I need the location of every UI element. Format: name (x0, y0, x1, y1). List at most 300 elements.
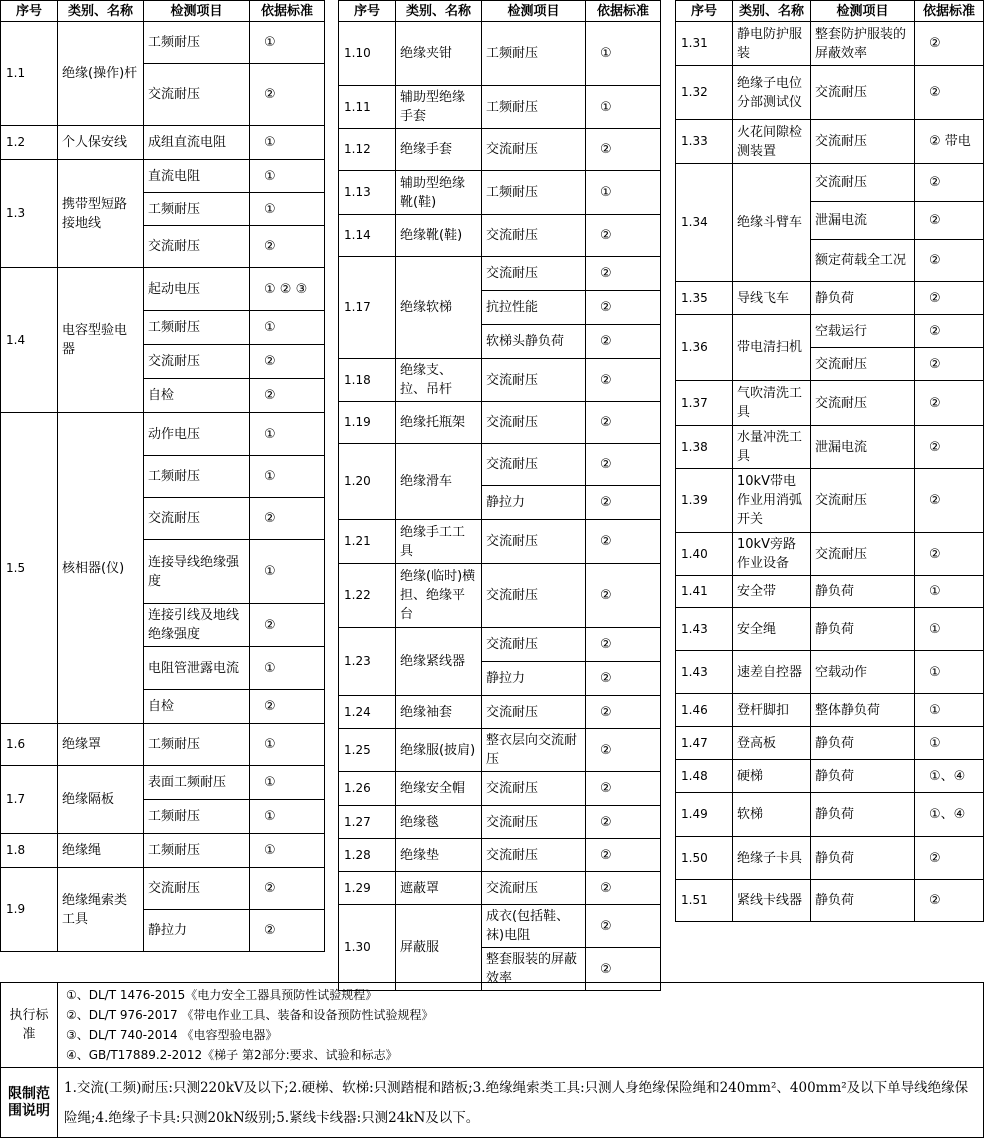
item-name: 绝缘绳 (58, 834, 144, 868)
standard-ref: ① (250, 647, 325, 690)
standard-ref: ② (586, 772, 661, 806)
item-name: 绝缘毯 (396, 806, 482, 839)
item-name: 屏蔽服 (396, 905, 482, 991)
test-item: 交流耐压 (482, 806, 586, 839)
test-item: 工频耐压 (144, 22, 250, 64)
item-name: 遮蔽罩 (396, 872, 482, 905)
item-seq: 1.19 (339, 402, 396, 444)
table-row (676, 793, 984, 837)
table-row (676, 533, 984, 576)
standard-ref: ① ② ③ (250, 268, 325, 311)
item-name: 绝缘隔板 (58, 766, 144, 834)
limits-row (1, 1068, 984, 1138)
header-row (676, 1, 984, 22)
standard-4: ④、GB/T17889.2-2012《梯子 第2部分:要求、试验和标志》 (66, 1048, 398, 1062)
item-header: 检测项目 (811, 1, 915, 22)
test-item: 交流耐压 (811, 348, 915, 381)
item-name: 绝缘手工工具 (396, 520, 482, 564)
item-name: 安全绳 (733, 608, 811, 651)
test-item: 整套服装的屏蔽效率 (482, 948, 586, 991)
standard-ref: ② (586, 729, 661, 772)
name-header: 类别、名称 (733, 1, 811, 22)
item-seq: 1.41 (676, 576, 733, 608)
item-name: 绝缘垫 (396, 839, 482, 872)
item-seq: 1.4 (1, 268, 58, 413)
standard-ref: ①、④ (915, 793, 984, 837)
standard-3: ③、DL/T 740-2014 《电容型验电器》 (66, 1028, 278, 1042)
table-row (339, 129, 661, 171)
item-name: 绝缘紧线器 (396, 628, 482, 696)
table-row (339, 696, 661, 729)
item-seq: 1.28 (339, 839, 396, 872)
item-name: 携带型短路接地线 (58, 160, 144, 268)
test-item: 静拉力 (482, 486, 586, 520)
test-item: 工频耐压 (482, 171, 586, 215)
standard-ref: ② (586, 839, 661, 872)
limits-label: 限制范围说明 (1, 1068, 58, 1138)
test-item: 自检 (144, 690, 250, 724)
item-name: 软梯 (733, 793, 811, 837)
standard-ref: ② (586, 520, 661, 564)
table-row (676, 760, 984, 793)
standard-ref: ② (586, 696, 661, 729)
item-seq: 1.7 (1, 766, 58, 834)
table-row (1, 268, 325, 311)
standard-ref: ① (250, 834, 325, 868)
standard-ref: ② (915, 426, 984, 469)
standard-ref: ② (250, 226, 325, 268)
item-seq: 1.1 (1, 22, 58, 126)
item-seq: 1.11 (339, 86, 396, 129)
item-name: 绝缘罩 (58, 724, 144, 766)
test-item: 工频耐压 (144, 800, 250, 834)
test-item: 交流耐压 (482, 564, 586, 628)
table-row (339, 520, 661, 564)
item-seq: 1.18 (339, 359, 396, 402)
standard-ref: ① (586, 22, 661, 86)
test-item: 泄漏电流 (811, 202, 915, 240)
item-seq: 1.48 (676, 760, 733, 793)
table-row (339, 772, 661, 806)
table-row (339, 22, 661, 86)
table-row (676, 66, 984, 120)
test-item: 静负荷 (811, 608, 915, 651)
item-seq: 1.40 (676, 533, 733, 576)
standard-ref: ② (586, 806, 661, 839)
item-seq: 1.36 (676, 315, 733, 381)
item-seq: 1.49 (676, 793, 733, 837)
seq-header: 序号 (676, 1, 733, 22)
table-row (676, 426, 984, 469)
item-name: 绝缘绳索类工具 (58, 868, 144, 952)
item-seq: 1.8 (1, 834, 58, 868)
test-item: 起动电压 (144, 268, 250, 311)
item-seq: 1.29 (339, 872, 396, 905)
standard-ref: ①、④ (915, 760, 984, 793)
test-item: 交流耐压 (482, 696, 586, 729)
standard-2: ②、DL/T 976-2017 《带电作业工具、装备和设备预防性试验规程》 (66, 1008, 434, 1022)
standard-ref: ② (915, 164, 984, 202)
test-item: 静负荷 (811, 760, 915, 793)
table-row (676, 651, 984, 694)
table-row (676, 837, 984, 880)
table-row (676, 880, 984, 922)
standards-label: 执行标准 (1, 983, 58, 1068)
standard-ref: ② (250, 910, 325, 952)
standard-ref: ② (586, 402, 661, 444)
standard-ref: ② (250, 345, 325, 379)
table-row (1, 724, 325, 766)
item-name: 导线飞车 (733, 282, 811, 315)
test-item: 工频耐压 (482, 22, 586, 86)
table-row (339, 171, 661, 215)
test-item: 静负荷 (811, 837, 915, 880)
test-item: 交流耐压 (811, 66, 915, 120)
item-seq: 1.23 (339, 628, 396, 696)
table-row (339, 729, 661, 772)
item-seq: 1.31 (676, 22, 733, 66)
table-row (339, 564, 661, 628)
test-item: 整体静负荷 (811, 694, 915, 727)
table-row (339, 806, 661, 839)
standard-ref: ① (586, 171, 661, 215)
test-item: 静负荷 (811, 576, 915, 608)
standard-ref: ② (586, 215, 661, 257)
test-item: 直流电阻 (144, 160, 250, 193)
item-seq: 1.46 (676, 694, 733, 727)
test-item: 交流耐压 (482, 402, 586, 444)
test-item: 交流耐压 (811, 120, 915, 164)
standards-list (58, 983, 984, 1068)
item-seq: 1.32 (676, 66, 733, 120)
standard-ref: ② (586, 905, 661, 948)
item-name: 绝缘(操作)杆 (58, 22, 144, 126)
test-item: 空载运行 (811, 315, 915, 348)
standard-ref: ② (915, 837, 984, 880)
item-seq: 1.5 (1, 413, 58, 724)
table-row (1, 766, 325, 800)
standard-ref: ② (586, 662, 661, 696)
table-column-2 (338, 0, 661, 991)
item-name: 绝缘袖套 (396, 696, 482, 729)
table-row (676, 608, 984, 651)
standard-ref: ① (250, 724, 325, 766)
test-item: 交流耐压 (482, 839, 586, 872)
item-header: 检测项目 (482, 1, 586, 22)
item-name: 绝缘安全帽 (396, 772, 482, 806)
standard-ref: ① (250, 311, 325, 345)
table-row (676, 282, 984, 315)
item-name: 核相器(仪) (58, 413, 144, 724)
test-item: 额定荷载全工况 (811, 240, 915, 282)
test-item: 工频耐压 (144, 193, 250, 226)
item-name: 辅助型绝缘手套 (396, 86, 482, 129)
item-name: 辅助型绝缘靴(鞋) (396, 171, 482, 215)
test-item: 软梯头静负荷 (482, 325, 586, 359)
standard-ref: ② (586, 486, 661, 520)
item-name: 硬梯 (733, 760, 811, 793)
item-seq: 1.51 (676, 880, 733, 922)
test-item: 交流耐压 (482, 872, 586, 905)
standard-ref: ① (250, 766, 325, 800)
item-seq: 1.47 (676, 727, 733, 760)
test-item: 交流耐压 (144, 345, 250, 379)
item-seq: 1.34 (676, 164, 733, 282)
table-row (676, 164, 984, 202)
item-seq: 1.6 (1, 724, 58, 766)
table-row (339, 359, 661, 402)
test-item: 电阻管泄露电流 (144, 647, 250, 690)
test-item: 工频耐压 (144, 311, 250, 345)
item-seq: 1.10 (339, 22, 396, 86)
item-seq: 1.35 (676, 282, 733, 315)
table-row (339, 402, 661, 444)
standard-ref: ① (915, 694, 984, 727)
standard-ref: ② (250, 690, 325, 724)
item-seq: 1.20 (339, 444, 396, 520)
test-item: 静负荷 (811, 282, 915, 315)
standard-ref: ② (586, 291, 661, 325)
item-name: 绝缘靴(鞋) (396, 215, 482, 257)
test-item: 空载动作 (811, 651, 915, 694)
item-seq: 1.38 (676, 426, 733, 469)
standard-ref: ② (915, 282, 984, 315)
test-item: 工频耐压 (144, 834, 250, 868)
table-row (339, 839, 661, 872)
standard-1: ①、DL/T 1476-2015《电力安全工器具预防性试验规程》 (66, 988, 378, 1002)
name-header: 类别、名称 (58, 1, 144, 22)
standards-row (1, 983, 984, 1068)
standard-ref: ② (586, 359, 661, 402)
item-name: 绝缘支、拉、吊杆 (396, 359, 482, 402)
test-item: 交流耐压 (482, 772, 586, 806)
table-row (676, 22, 984, 66)
table-row (339, 872, 661, 905)
item-name: 绝缘滑车 (396, 444, 482, 520)
table-column-3 (675, 0, 984, 922)
item-seq: 1.39 (676, 469, 733, 533)
item-seq: 1.50 (676, 837, 733, 880)
standard-ref: ② (250, 379, 325, 413)
test-item: 成衣(包括鞋、袜)电阻 (482, 905, 586, 948)
standard-header: 依据标准 (915, 1, 984, 22)
item-name: 绝缘软梯 (396, 257, 482, 359)
test-item: 工频耐压 (482, 86, 586, 129)
item-name: 带电清扫机 (733, 315, 811, 381)
test-item: 交流耐压 (144, 64, 250, 126)
seq-header: 序号 (1, 1, 58, 22)
standard-ref: ② (915, 66, 984, 120)
table-row (676, 469, 984, 533)
item-name: 个人保安线 (58, 126, 144, 160)
standard-ref: ② (915, 880, 984, 922)
standard-ref: ① (586, 86, 661, 129)
test-item: 泄漏电流 (811, 426, 915, 469)
item-name: 静电防护服装 (733, 22, 811, 66)
item-seq: 1.30 (339, 905, 396, 991)
standard-ref: ② (915, 469, 984, 533)
item-seq: 1.21 (339, 520, 396, 564)
table-column-1 (0, 0, 325, 952)
test-item: 交流耐压 (482, 520, 586, 564)
item-seq: 1.3 (1, 160, 58, 268)
table-row (676, 694, 984, 727)
standard-ref: ② (250, 868, 325, 910)
test-item: 交流耐压 (482, 628, 586, 662)
item-name: 火花间隙检测装置 (733, 120, 811, 164)
standard-ref: ① (250, 126, 325, 160)
standard-ref: ② (586, 872, 661, 905)
item-seq: 1.27 (339, 806, 396, 839)
header-row (1, 1, 325, 22)
standard-ref: ② (586, 129, 661, 171)
standard-ref: ② (915, 315, 984, 348)
item-seq: 1.33 (676, 120, 733, 164)
standard-ref: ① (250, 540, 325, 604)
item-name: 安全带 (733, 576, 811, 608)
table-row (676, 315, 984, 348)
standard-ref: ① (915, 727, 984, 760)
test-item: 交流耐压 (811, 533, 915, 576)
test-item: 交流耐压 (482, 129, 586, 171)
item-seq: 1.13 (339, 171, 396, 215)
test-item: 静负荷 (811, 793, 915, 837)
item-seq: 1.25 (339, 729, 396, 772)
standard-ref: ② (250, 498, 325, 540)
item-name: 绝缘子卡具 (733, 837, 811, 880)
table-row (1, 160, 325, 193)
item-seq: 1.37 (676, 381, 733, 426)
table-row (676, 576, 984, 608)
table-row (339, 905, 661, 948)
standard-ref: ② (586, 564, 661, 628)
table-row (676, 381, 984, 426)
test-item: 静负荷 (811, 727, 915, 760)
standard-ref: ① (915, 651, 984, 694)
standard-ref: ② (586, 948, 661, 991)
item-seq: 1.22 (339, 564, 396, 628)
standard-ref: ② (915, 533, 984, 576)
standard-ref: ② (586, 325, 661, 359)
test-item: 交流耐压 (482, 257, 586, 291)
item-name: 水量冲洗工具 (733, 426, 811, 469)
test-item: 静拉力 (144, 910, 250, 952)
table-row (676, 727, 984, 760)
test-item: 工频耐压 (144, 724, 250, 766)
standard-ref: ① (250, 22, 325, 64)
item-name: 10kV带电作业用消弧开关 (733, 469, 811, 533)
standard-ref: ② (586, 628, 661, 662)
table-row (676, 120, 984, 164)
limits-text: 1.交流(工频)耐压:只测220kV及以下;2.硬梯、软梯:只测踏棍和踏板;3.绝缘绳索类工具:只测人身绝缘保险绳和240mm²、400mm²及以下单导线绝缘保险绳;4.绝缘子卡具:只测20kN级别;5.紧线卡线器:只测24kN及以下。 (58, 1068, 984, 1138)
test-item: 连接导线绝缘强度 (144, 540, 250, 604)
standard-header: 依据标准 (250, 1, 325, 22)
standard-header: 依据标准 (586, 1, 661, 22)
standard-ref: ① (915, 576, 984, 608)
standard-ref: ② (250, 64, 325, 126)
item-header: 检测项目 (144, 1, 250, 22)
test-item: 交流耐压 (482, 359, 586, 402)
test-item: 整套防护服装的屏蔽效率 (811, 22, 915, 66)
item-seq: 1.12 (339, 129, 396, 171)
header-row (339, 1, 661, 22)
item-name: 紧线卡线器 (733, 880, 811, 922)
test-item: 静拉力 (482, 662, 586, 696)
standard-ref: ① (250, 413, 325, 456)
table-row (1, 22, 325, 64)
test-item: 交流耐压 (144, 498, 250, 540)
item-name: 10kV旁路作业设备 (733, 533, 811, 576)
test-item: 静负荷 (811, 880, 915, 922)
table-row (1, 413, 325, 456)
item-name: 登高板 (733, 727, 811, 760)
test-item: 交流耐压 (811, 164, 915, 202)
test-item: 连接引线及地线绝缘强度 (144, 604, 250, 647)
item-seq: 1.26 (339, 772, 396, 806)
item-name: 登杆脚扣 (733, 694, 811, 727)
test-item: 交流耐压 (811, 381, 915, 426)
standard-ref: ② 带电 (915, 120, 984, 164)
table-row (339, 628, 661, 662)
standard-ref: ① (250, 456, 325, 498)
seq-header: 序号 (339, 1, 396, 22)
test-item: 交流耐压 (482, 444, 586, 486)
test-item: 表面工频耐压 (144, 766, 250, 800)
name-header: 类别、名称 (396, 1, 482, 22)
standard-ref: ② (915, 22, 984, 66)
standard-ref: ② (915, 348, 984, 381)
item-seq: 1.43 (676, 608, 733, 651)
standard-ref: ① (250, 160, 325, 193)
item-name: 绝缘托瓶架 (396, 402, 482, 444)
test-item: 交流耐压 (811, 469, 915, 533)
standard-ref: ① (250, 193, 325, 226)
item-name: 绝缘服(披肩) (396, 729, 482, 772)
table-row (339, 86, 661, 129)
item-name: 速差自控器 (733, 651, 811, 694)
item-name: 绝缘(临时)横担、绝缘平台 (396, 564, 482, 628)
item-name: 气吹清洗工具 (733, 381, 811, 426)
standards-and-limits (0, 982, 984, 1138)
test-item: 工频耐压 (144, 456, 250, 498)
table-row (339, 215, 661, 257)
standard-ref: ② (250, 604, 325, 647)
test-item: 交流耐压 (482, 215, 586, 257)
item-name: 绝缘斗臂车 (733, 164, 811, 282)
item-name: 绝缘夹钳 (396, 22, 482, 86)
test-item: 交流耐压 (144, 226, 250, 268)
item-name: 绝缘子电位分部测试仪 (733, 66, 811, 120)
table-row (339, 444, 661, 486)
test-item: 整衣层向交流耐压 (482, 729, 586, 772)
table-row (1, 834, 325, 868)
item-seq: 1.17 (339, 257, 396, 359)
standard-ref: ① (915, 608, 984, 651)
test-item: 自检 (144, 379, 250, 413)
test-item: 动作电压 (144, 413, 250, 456)
standard-ref: ② (915, 381, 984, 426)
table-row (1, 126, 325, 160)
standard-ref: ② (915, 240, 984, 282)
item-name: 绝缘手套 (396, 129, 482, 171)
item-seq: 1.14 (339, 215, 396, 257)
test-item: 成组直流电阻 (144, 126, 250, 160)
table-row (339, 257, 661, 291)
item-name: 电容型验电器 (58, 268, 144, 413)
item-seq: 1.9 (1, 868, 58, 952)
item-seq: 1.43 (676, 651, 733, 694)
test-item: 交流耐压 (144, 868, 250, 910)
